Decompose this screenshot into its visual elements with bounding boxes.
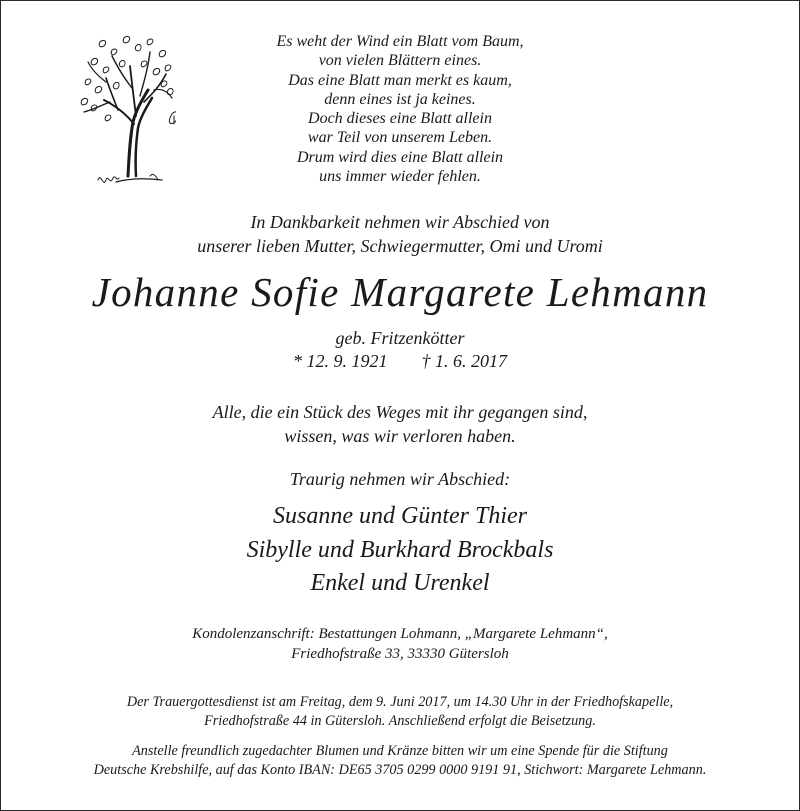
address-line: Kondolenzanschrift: Bestattungen Lohmann, „Margarete Lehmann“, — [192, 626, 608, 642]
address-line: Friedhofstraße 33, 33330 Gütersloh — [291, 646, 509, 662]
poem-line: von vielen Blättern eines. — [318, 52, 482, 70]
mourner-name: Enkel und Urenkel — [310, 570, 490, 596]
donation-info — [0, 742, 800, 780]
poem-line: Doch dieses eine Blatt allein — [308, 110, 492, 128]
farewell-intro — [0, 211, 800, 258]
service-info — [0, 693, 800, 731]
quote-line: Alle, die ein Stück des Weges mit ihr gegangen sind, — [212, 402, 588, 422]
life-dates — [0, 350, 800, 372]
poem-line: Das eine Blatt man merkt es kaum, — [288, 71, 512, 89]
donation-line: Anstelle freundlich zugedachter Blumen und Kränze bitten wir um eine Spende für die Stiftung — [132, 743, 668, 759]
service-line: Der Trauergottesdienst ist am Freitag, dem 9. Juni 2017, um 14.30 Uhr in der Friedhofskapelle, — [126, 694, 674, 710]
memorial-quote — [0, 401, 800, 448]
poem-line: Drum wird dies eine Blatt allein — [296, 148, 504, 166]
quote-line: wissen, was wir verloren haben. — [284, 425, 516, 446]
poem-line: war Teil von unserem Leben. — [307, 129, 493, 147]
mourners-intro: Traurig nehmen wir Abschied: — [289, 469, 511, 489]
farewell-intro-line: In Dankbarkeit nehmen wir Abschied von — [250, 212, 550, 232]
farewell-intro-line: unserer lieben Mutter, Schwiegermutter, Omi und Uromi — [197, 235, 603, 256]
condolence-address — [0, 624, 800, 664]
poem — [0, 32, 800, 186]
donation-line: Deutsche Krebshilfe, auf das Konto IBAN: DE65 3705 0299 0000 9191 91, Stichwort: Margarete Lehmann. — [93, 761, 707, 778]
mourner-name: Sibylle und Burkhard Brockbals — [246, 536, 554, 563]
poem-line: denn eines ist ja keines. — [324, 90, 476, 108]
birth-date: * 12. 9. 1921 — [293, 351, 388, 371]
service-line: Friedhofstraße 44 in Gütersloh. Anschließend erfolgt die Beisetzung. — [204, 712, 596, 729]
mourner-name: Susanne und Günter Thier — [273, 503, 527, 529]
birth-name: geb. Fritzenkötter — [335, 328, 465, 348]
death-date: † 1. 6. 2017 — [421, 351, 507, 371]
poem-line: Es weht der Wind ein Blatt vom Baum, — [276, 33, 524, 50]
poem-line: uns immer wieder fehlen. — [319, 168, 481, 186]
mourners-list — [0, 500, 800, 601]
deceased-name: Johanne Sofie Margarete Lehmann — [91, 269, 709, 315]
